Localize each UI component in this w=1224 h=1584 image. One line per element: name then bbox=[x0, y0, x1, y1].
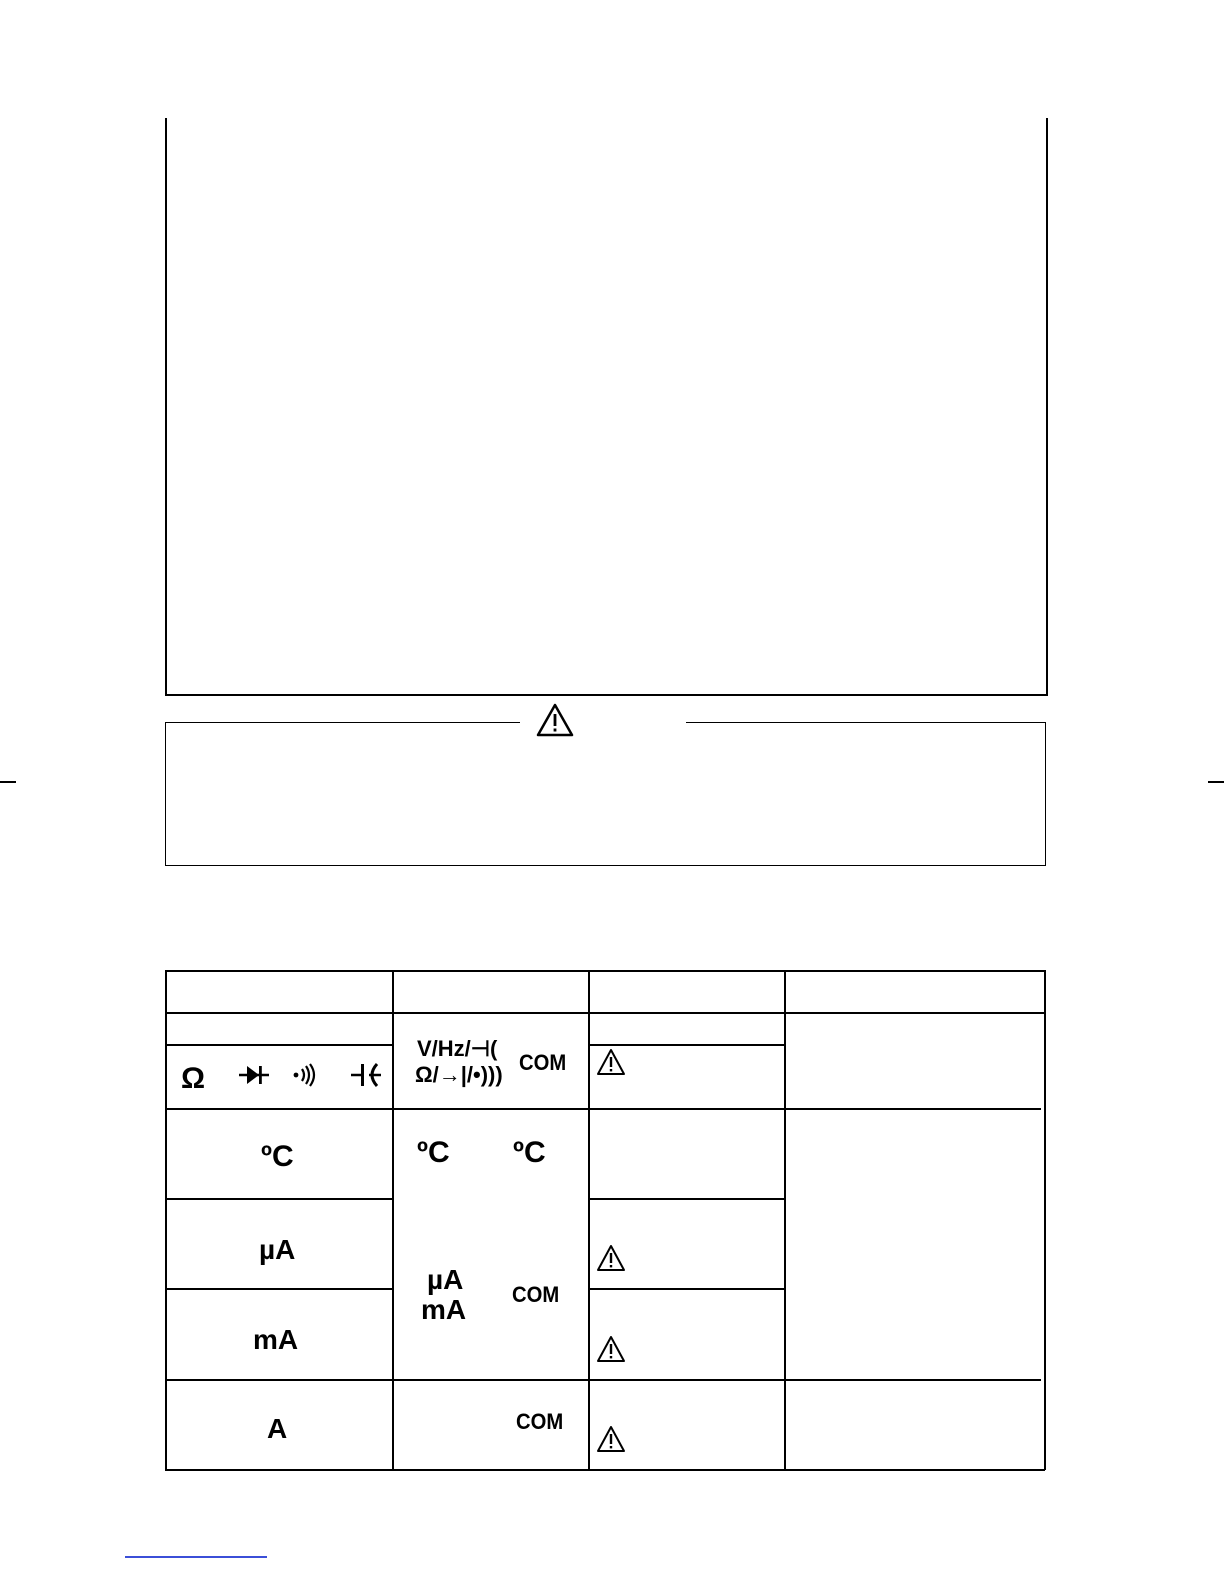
microamp-terminal-label: µA bbox=[427, 1264, 464, 1295]
warning-box bbox=[165, 722, 1046, 866]
warning-triangle-icon bbox=[596, 1244, 626, 1272]
top-content-frame bbox=[165, 118, 1048, 696]
microamp-function-label: µA bbox=[259, 1234, 296, 1265]
warning-triangle-icon bbox=[596, 1048, 626, 1076]
amp-function-label: A bbox=[267, 1413, 288, 1444]
com-terminal-label: COM bbox=[516, 1409, 564, 1434]
ohm-symbol: Ω bbox=[181, 1062, 206, 1095]
footer-link-underline[interactable] bbox=[125, 1556, 267, 1558]
crop-mark-left bbox=[0, 781, 16, 783]
terminal-table bbox=[165, 970, 1045, 1470]
com-terminal-label: COM bbox=[512, 1282, 560, 1307]
warning-triangle-icon bbox=[596, 1425, 626, 1453]
capacitor-icon bbox=[351, 1063, 381, 1087]
terminal-label-vhz: V/Hz/⊣( bbox=[417, 1036, 498, 1061]
warning-triangle-icon bbox=[596, 1335, 626, 1363]
temperature-terminal-label: ºC bbox=[513, 1136, 546, 1169]
com-terminal-label: COM bbox=[519, 1050, 567, 1075]
diode-icon bbox=[239, 1064, 269, 1086]
continuity-beep-icon bbox=[293, 1063, 317, 1087]
crop-mark-right bbox=[1208, 781, 1224, 783]
temperature-terminal-label: ºC bbox=[417, 1136, 450, 1169]
milliamp-function-label: mA bbox=[253, 1324, 299, 1355]
temperature-function-label: ºC bbox=[261, 1140, 294, 1173]
warning-triangle-icon bbox=[536, 703, 574, 737]
milliamp-terminal-label: mA bbox=[421, 1294, 467, 1325]
terminal-label-ohm-diode: Ω/→|/•))) bbox=[415, 1062, 503, 1087]
